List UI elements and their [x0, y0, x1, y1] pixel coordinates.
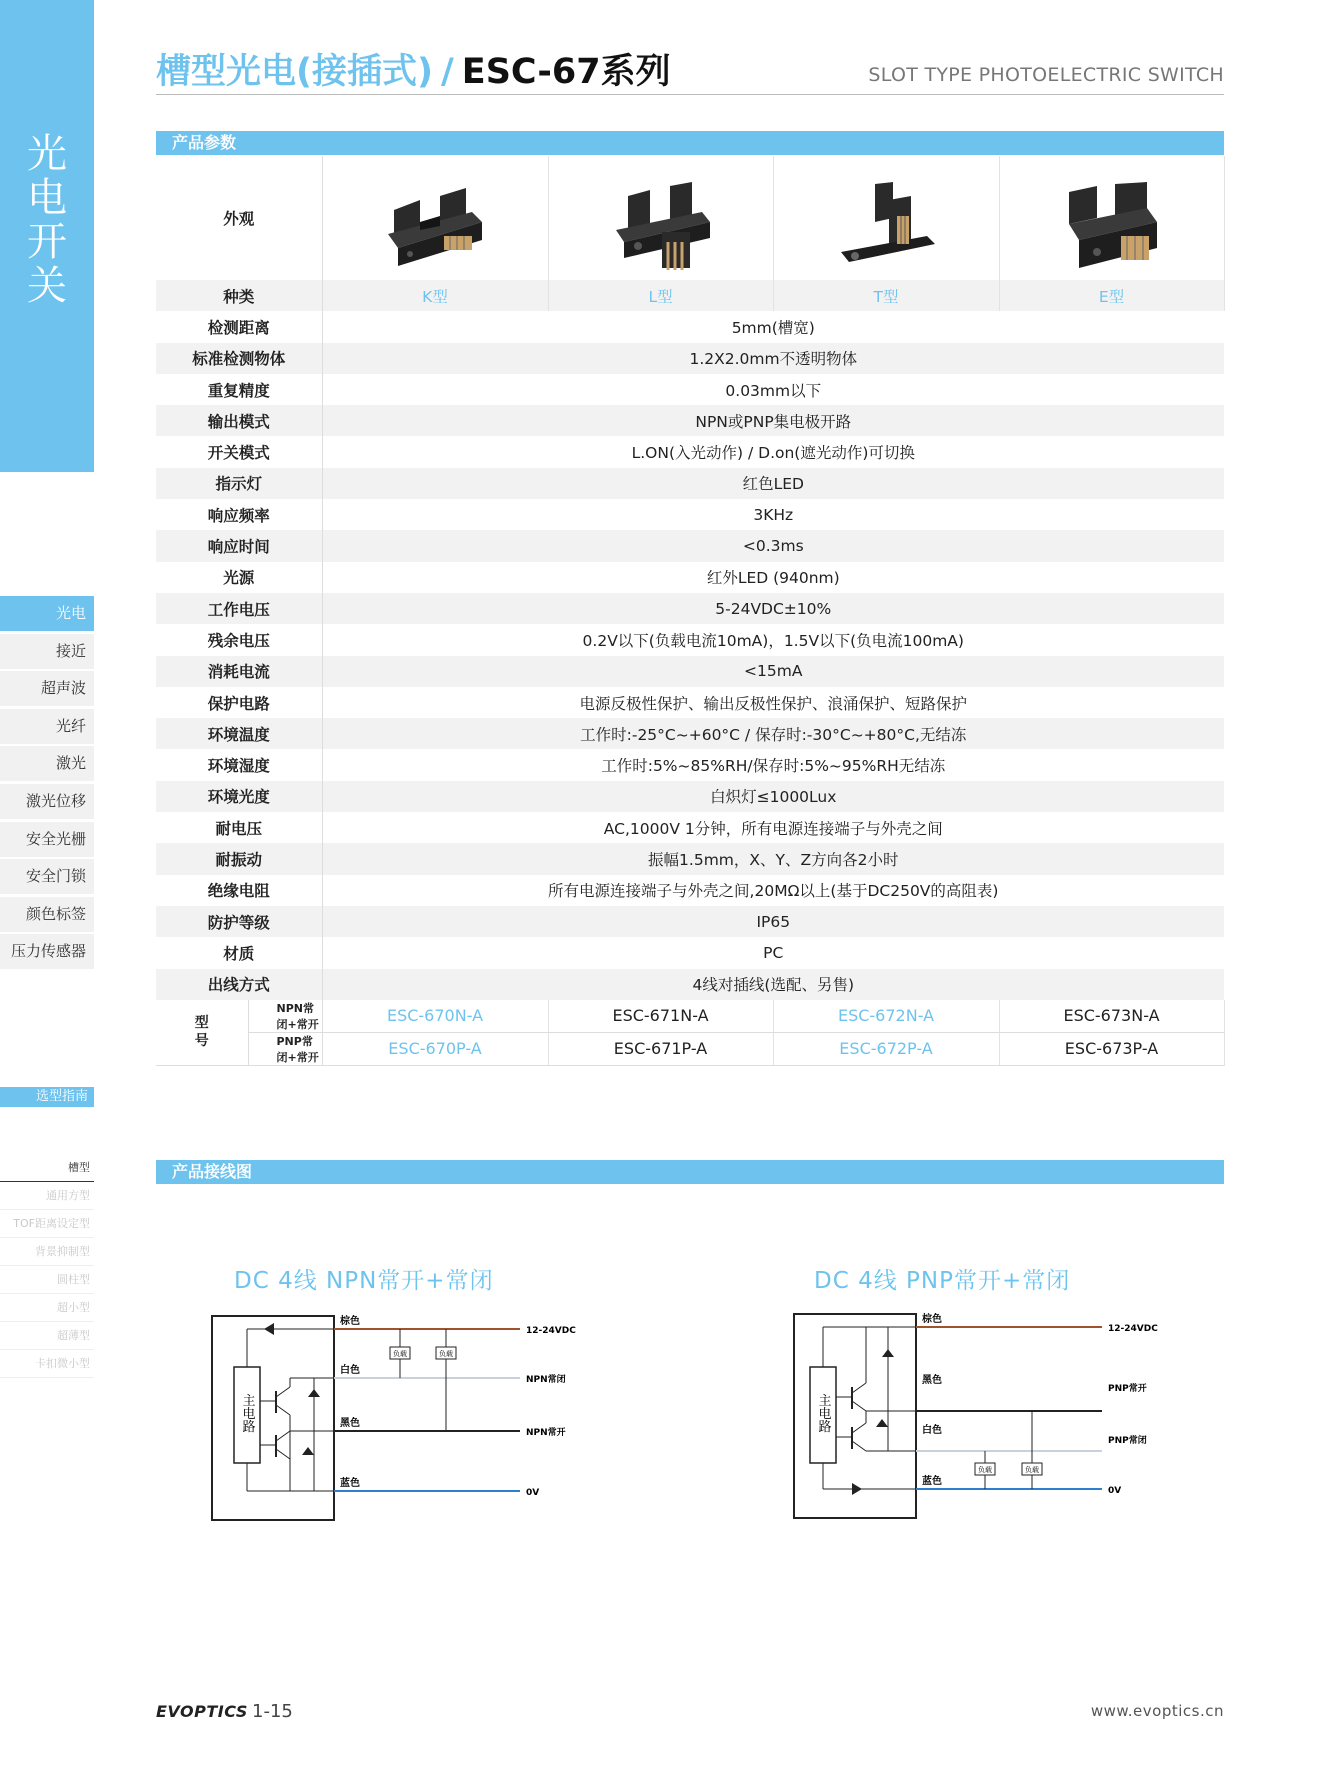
npn-diode-icon	[264, 1323, 274, 1335]
product-image-l	[548, 156, 773, 280]
model-row	[156, 1032, 1224, 1065]
category-nav-item[interactable]: 光电	[0, 596, 94, 631]
type-e: E型	[999, 280, 1224, 311]
spec-label: 防护等级	[156, 906, 322, 937]
spec-value: 5mm(槽宽)	[731, 318, 815, 337]
npn-zener-icon	[308, 1389, 320, 1397]
model-side-label	[156, 1000, 248, 1066]
npn-load-label: 负载	[393, 1350, 407, 1358]
sidebar-title-char: 开	[27, 219, 67, 265]
pnp-main-circuit-label: 主电路	[815, 1393, 831, 1433]
pnp-load-label: 负载	[978, 1466, 992, 1474]
spec-row	[156, 718, 1224, 749]
category-nav-item[interactable]: 超声波	[0, 671, 94, 706]
spec-value: 红色LED	[322, 468, 1224, 499]
spec-value: 电源反极性保护、输出反极性保护、浪涌保护、短路保护	[579, 694, 968, 713]
spec-label: 光源	[156, 562, 322, 593]
guide-nav-item[interactable]: 卡扣微小型	[0, 1350, 94, 1378]
pnp-wiring-title: DC 4线 PNP常开+常闭	[814, 1268, 1071, 1294]
category-nav-item[interactable]: 接近	[0, 634, 94, 669]
category-nav-item[interactable]: 安全门锁	[0, 859, 94, 894]
sidebar-band	[0, 0, 94, 472]
spec-label: 消耗电流	[156, 656, 322, 687]
footer-brand-logo: EVOPTICS	[156, 1702, 248, 1721]
npn-terminal-label: NPN常闭	[526, 1375, 566, 1385]
spec-label: 绝缘电阻	[156, 875, 322, 906]
npn-zener-icon	[302, 1447, 314, 1455]
spec-value: 红外LED (940nm)	[706, 569, 840, 588]
spec-value: 3KHz	[753, 505, 794, 524]
spec-value: <0.3ms	[322, 530, 1224, 561]
pnp-terminal-label: 0V	[1108, 1486, 1122, 1496]
spec-row	[156, 843, 1224, 874]
spec-row	[156, 624, 1224, 655]
spec-label: 响应频率	[156, 499, 322, 530]
pnp-wire-label-blue: 蓝色	[922, 1476, 942, 1487]
appearance-label: 外观	[156, 156, 322, 280]
spec-row	[156, 562, 1224, 593]
pnp-diode-icon	[852, 1483, 862, 1495]
npn-wire-label-white: 白色	[340, 1365, 360, 1376]
sidebar-title-char: 关	[27, 263, 67, 309]
product-image-t	[773, 156, 999, 280]
type-t: T型	[773, 280, 999, 311]
spec-value: 0.2V以下(负载电流10mA)，1.5V以下(负电流100mA)	[582, 631, 964, 650]
spec-value: <15mA	[322, 656, 1224, 687]
model-number: ESC-672N-A	[773, 1000, 999, 1033]
pnp-terminal-label: PNP常闭	[1108, 1436, 1147, 1446]
model-number: ESC-671N-A	[548, 1000, 773, 1033]
sensor-l-icon	[606, 182, 716, 272]
category-nav-item[interactable]: 压力传感器	[0, 934, 94, 969]
spec-row	[156, 812, 1224, 843]
pnp-wire-label-white: 白色	[922, 1425, 942, 1436]
spec-value: 所有电源连接端子与外壳之间,20MΩ以上(基于DC250V的高阻表)	[548, 882, 999, 901]
model-number: ESC-673N-A	[999, 1000, 1224, 1033]
npn-terminal-label: NPN常开	[526, 1428, 566, 1438]
type-l: L型	[548, 280, 773, 311]
npn-main-circuit-label: 主电路	[239, 1393, 255, 1433]
spec-row	[156, 875, 1224, 906]
spec-value: 0.03mm以下	[725, 381, 822, 400]
spec-label: 重复精度	[156, 374, 322, 405]
spec-value: 工作时:5%~85%RH/保存时:5%~95%RH无结冻	[601, 757, 946, 776]
npn-wire-label-brown: 棕色	[340, 1316, 360, 1327]
pnp-terminal-label: 12-24VDC	[1108, 1324, 1158, 1334]
pnp-load-label: 负载	[1025, 1466, 1039, 1474]
spec-value: 振幅1.5mm，X、Y、Z方向各2小时	[322, 843, 1224, 874]
spec-label: 环境温度	[156, 718, 322, 749]
spec-value: 白炽灯≤1000Lux	[322, 781, 1224, 812]
spec-label: 出线方式	[156, 969, 322, 1000]
npn-wire-label-black: 黑色	[340, 1418, 360, 1429]
model-number: ESC-670P-A	[322, 1032, 548, 1065]
pnp-wire-label-black: 黑色	[922, 1375, 942, 1386]
spec-value: NPN或PNP集电极开路	[322, 405, 1224, 436]
spec-row	[156, 937, 1224, 968]
spec-row	[156, 499, 1224, 530]
spec-label: 开关模式	[156, 436, 322, 467]
category-nav-item[interactable]: 激光位移	[0, 784, 94, 819]
category-nav-item[interactable]: 安全光栅	[0, 822, 94, 857]
sidebar-vertical-title	[22, 132, 72, 308]
spec-value: PC	[763, 943, 784, 962]
spec-row	[156, 781, 1224, 812]
model-output-label: PNP常闭+常开	[248, 1032, 322, 1065]
spec-label: 指示灯	[156, 468, 322, 499]
spec-value: L.ON(入光动作) / D.on(遮光动作)可切换	[631, 444, 915, 463]
guide-nav-item[interactable]: 通用方型	[0, 1182, 94, 1210]
model-number: ESC-673P-A	[999, 1032, 1224, 1065]
sensor-k-icon	[380, 182, 490, 272]
spec-row	[156, 593, 1224, 624]
spec-value: AC,1000V 1分钟，所有电源连接端子与外壳之间	[603, 819, 943, 838]
guide-nav-item[interactable]: 超薄型	[0, 1322, 94, 1350]
guide-nav-item[interactable]: 槽型	[0, 1154, 94, 1182]
spec-value: 1.2X2.0mm不透明物体	[322, 343, 1224, 374]
npn-wire-label-blue: 蓝色	[340, 1478, 360, 1489]
spec-row	[156, 749, 1224, 780]
spec-row	[156, 343, 1224, 374]
spec-value: 工作时:-25°C~+60°C / 保存时:-30°C~+80°C,无结冻	[322, 718, 1224, 749]
spec-row	[156, 906, 1224, 937]
type-label: 种类	[156, 280, 322, 311]
pnp-wiring-diagram	[792, 1305, 1172, 1525]
product-image-k	[322, 156, 548, 280]
sensor-e-icon	[1057, 182, 1167, 272]
spec-row	[156, 468, 1224, 499]
npn-load-label: 负载	[439, 1350, 453, 1358]
selection-guide-tab[interactable]: 选型指南	[0, 1087, 94, 1107]
product-image-e	[999, 156, 1224, 280]
section-wiring-bar: 产品接线图	[156, 1160, 1224, 1184]
pnp-zener-icon	[882, 1349, 894, 1357]
spec-row	[156, 436, 1224, 467]
selection-guide-nav	[0, 1154, 94, 1378]
spec-label: 响应时间	[156, 530, 322, 561]
spec-row	[156, 687, 1224, 718]
spec-value: IP65	[322, 906, 1224, 937]
spec-label: 保护电路	[156, 687, 322, 718]
model-number: ESC-672P-A	[773, 1032, 999, 1065]
guide-nav-item[interactable]: 超小型	[0, 1294, 94, 1322]
title-chinese: 槽型光电(接插式)	[156, 52, 433, 92]
spec-row	[156, 374, 1224, 405]
footer-page-number: 1-15	[252, 1701, 293, 1722]
section-params-bar: 产品参数	[156, 131, 1224, 155]
model-output-label: NPN常闭+常开	[248, 1000, 322, 1033]
page-subtitle: SLOT TYPE PHOTOELECTRIC SWITCH	[868, 64, 1224, 86]
model-row	[156, 1000, 1224, 1033]
category-nav-item[interactable]: 光纤	[0, 709, 94, 744]
model-number: ESC-671P-A	[548, 1032, 773, 1065]
header-divider	[156, 94, 1224, 95]
spec-row	[156, 969, 1224, 1000]
spec-label: 输出模式	[156, 405, 322, 436]
pnp-wire-label-brown: 棕色	[922, 1314, 942, 1325]
pnp-terminal-label: PNP常开	[1108, 1384, 1147, 1394]
title-separator: /	[441, 52, 454, 92]
spec-label: 标准检测物体	[156, 343, 322, 374]
spec-table	[156, 156, 1225, 1066]
npn-sensor-box	[212, 1316, 334, 1520]
guide-nav-item[interactable]: TOF距离设定型	[0, 1210, 94, 1238]
title-model: ESC-67系列	[461, 52, 671, 92]
spec-label: 耐电压	[156, 812, 322, 843]
spec-label: 耐振动	[156, 843, 322, 874]
category-nav-item[interactable]: 颜色标签	[0, 897, 94, 932]
spec-label: 环境光度	[156, 781, 322, 812]
model-number: ESC-670N-A	[322, 1000, 548, 1033]
spec-value: 4线对插线(选配、另售)	[322, 969, 1224, 1000]
spec-label: 检测距离	[156, 311, 322, 342]
npn-terminal-label: 12-24VDC	[526, 1326, 576, 1336]
model-side-char: 型	[194, 1015, 209, 1032]
spec-row	[156, 405, 1224, 436]
category-nav	[0, 596, 94, 972]
guide-nav-item[interactable]: 圆柱型	[0, 1266, 94, 1294]
type-k: K型	[322, 280, 548, 311]
npn-wiring-diagram	[210, 1305, 590, 1525]
sensor-t-icon	[831, 182, 941, 272]
spec-label: 残余电压	[156, 624, 322, 655]
npn-terminal-label: 0V	[526, 1488, 540, 1498]
model-side-char: 号	[194, 1033, 209, 1050]
spec-row	[156, 311, 1224, 342]
spec-row	[156, 656, 1224, 687]
sidebar-title-char: 光	[27, 131, 67, 177]
pnp-zener-icon	[876, 1419, 888, 1427]
guide-nav-item[interactable]: 背景抑制型	[0, 1238, 94, 1266]
category-nav-item[interactable]: 激光	[0, 746, 94, 781]
spec-label: 工作电压	[156, 593, 322, 624]
npn-wiring-title: DC 4线 NPN常开+常闭	[234, 1268, 494, 1294]
spec-value: 5-24VDC±10%	[322, 593, 1224, 624]
spec-row	[156, 530, 1224, 561]
page-title	[156, 50, 671, 94]
spec-label: 环境湿度	[156, 749, 322, 780]
footer-website-link[interactable]: www.evoptics.cn	[1090, 1702, 1224, 1720]
sidebar-title-char: 电	[27, 175, 67, 221]
spec-label: 材质	[156, 937, 322, 968]
